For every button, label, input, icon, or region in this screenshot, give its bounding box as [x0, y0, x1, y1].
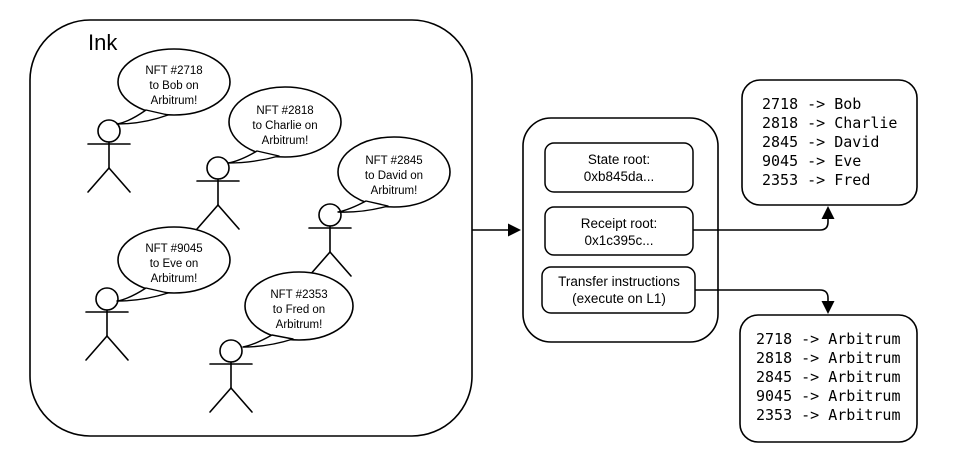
state-root-title: State root: [587, 152, 651, 167]
mapping-line: 9045 -> Eve [762, 152, 862, 170]
mapping-line: 2818 -> Charlie [762, 114, 898, 132]
arrow-ink-to-block [472, 224, 521, 237]
receipt-root-value: 0x1c395c... [584, 233, 654, 248]
receipt-root-title: Receipt root: [580, 216, 658, 231]
mapping-line: 2353 -> Fred [762, 171, 871, 189]
mapping-line: 2353 -> Arbitrum [756, 406, 901, 424]
transfer-mapping-box [740, 315, 917, 442]
state-root-value: 0xb845da... [583, 169, 655, 184]
mapping-line: 2845 -> David [762, 133, 880, 151]
bubble-line: Arbitrum! [370, 185, 418, 197]
bubble-line: to Charlie on [252, 120, 318, 132]
ink-container [30, 20, 472, 436]
bubble-line: Arbitrum! [275, 319, 323, 331]
mapping-line: 2818 -> Arbitrum [756, 349, 901, 367]
bubble-line: NFT #9045 [145, 243, 203, 255]
bubble-line: to Eve on [149, 258, 199, 270]
bubble-line: Arbitrum! [150, 95, 198, 107]
bubble-line: to Bob on [149, 80, 199, 92]
receipt-mapping-box [742, 80, 917, 205]
transfer-instructions-title: Transfer instructions [558, 274, 680, 289]
ink-label: Ink [88, 30, 118, 55]
bubble-line: Arbitrum! [150, 273, 198, 285]
transfer-instructions-value: (execute on L1) [572, 291, 666, 306]
bubble-line: NFT #2718 [145, 65, 203, 77]
mapping-line: 2845 -> Arbitrum [756, 368, 901, 386]
block-box [523, 118, 718, 342]
receipt-root-box [545, 207, 693, 255]
transfer-instructions-box [542, 267, 695, 313]
state-root-box [545, 143, 693, 192]
bubble-line: to David on [364, 170, 424, 182]
bubble-line: to Fred on [272, 304, 326, 316]
bubble-line: NFT #2818 [256, 105, 314, 117]
bubble-line: NFT #2845 [365, 155, 423, 167]
mapping-line: 9045 -> Arbitrum [756, 387, 901, 405]
bubble-line: NFT #2353 [270, 289, 328, 301]
mapping-line: 2718 -> Arbitrum [756, 330, 901, 348]
bubble-line: Arbitrum! [261, 135, 309, 147]
mapping-line: 2718 -> Bob [762, 95, 862, 113]
